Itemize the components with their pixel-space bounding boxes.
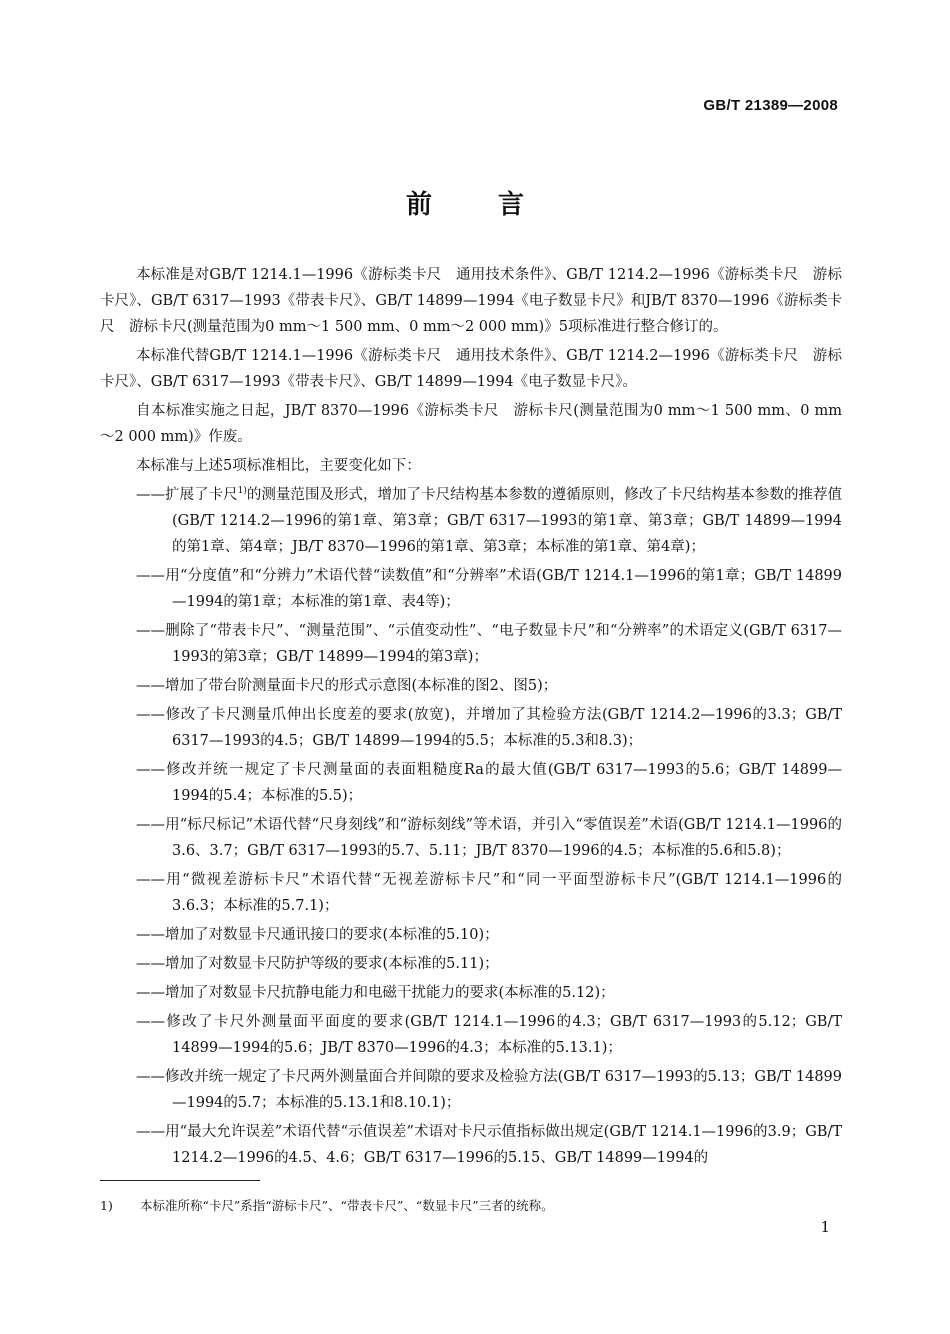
footnote-mark: 1) bbox=[100, 1198, 113, 1213]
standard-code: GB/T 21389—2008 bbox=[703, 97, 838, 114]
change-item: ——修改并统一规定了卡尺两外测量面合并间隙的要求及检验方法(GB/T 6317—1993的5.13；GB/T 14899—1994的5.7；本标准的5.13.1和8.10.1)； bbox=[136, 1069, 842, 1111]
change-item: ——修改并统一规定了卡尺测量面的表面粗糙度Ra的最大值(GB/T 6317—1993的5.6；GB/T 14899—1994的5.4；本标准的5.5)； bbox=[136, 762, 842, 804]
footnote-ref: 1) bbox=[237, 486, 247, 497]
paragraph: 本标准代替GB/T 1214.1—1996《游标类卡尺 通用技术条件》、GB/T 1214.2—1996《游标类卡尺 游标卡尺》、GB/T 6317—1993《带表卡尺》、GB/T 14899—1994《电子数显卡尺》。 bbox=[100, 348, 842, 390]
change-item: ——用“分度值”和“分辨力”术语代替“读数值”和“分辨率”术语(GB/T 1214.1—1996的第1章；GB/T 14899—1994的第1章；本标准的第1章、表4等)； bbox=[136, 568, 842, 610]
change-item: ——用“微视差游标卡尺”术语代替“无视差游标卡尺”和“同一平面型游标卡尺”(GB/T 1214.1—1996的3.6.3；本标准的5.7.1)； bbox=[136, 872, 842, 914]
change-item-text: ——扩展了卡尺 bbox=[136, 487, 238, 503]
page-number: 1 bbox=[820, 1218, 830, 1236]
change-item: ——修改了卡尺外测量面平面度的要求(GB/T 1214.1—1996的4.3；GB/T 6317—1993的5.12；GB/T 14899—1994的5.6；JB/T 8370—1996的4.3；本标准的5.13.1)； bbox=[136, 1014, 842, 1056]
change-item: ——删除了“带表卡尺”、“测量范围”、“示值变动性”、“电子数显卡尺”和“分辨率”的术语定义(GB/T 6317—1993的第3章；GB/T 14899—1994的第3章)； bbox=[136, 623, 842, 665]
page-title: 前 言 bbox=[405, 190, 544, 220]
change-item: ——增加了带台阶测量面卡尺的形式示意图(本标准的图2、图5)； bbox=[136, 678, 558, 694]
paragraph: 本标准是对GB/T 1214.1—1996《游标类卡尺 通用技术条件》、GB/T 1214.2—1996《游标类卡尺 游标卡尺》、GB/T 6317—1993《带表卡尺》、GB/T 14899—1994《电子数显卡尺》和JB/T 8370—1996《游标类卡尺 游标卡尺(测量范围为0 mm～1 500 mm、0 mm～2 000 mm)》5项标准进行整合修订的。 bbox=[100, 267, 842, 335]
change-item: ——增加了对数显卡尺抗静电能力和电磁干扰能力的要求(本标准的5.12)； bbox=[136, 985, 615, 1001]
change-item: ——用“标尺标记”术语代替“尺身刻线”和“游标刻线”等术语，并引入“零值误差”术语(GB/T 1214.1—1996的3.6、3.7；GB/T 6317—1993的5.7、5.11；JB/T 8370—1996的4.5；本标准的5.6和5.8)； bbox=[136, 817, 842, 859]
change-item: ——增加了对数显卡尺防护等级的要求(本标准的5.11)； bbox=[136, 956, 499, 972]
paragraph: 本标准与上述5项标准相比，主要变化如下： bbox=[136, 458, 421, 474]
change-item: ——修改了卡尺测量爪伸出长度差的要求(放宽)，并增加了其检验方法(GB/T 1214.2—1996的3.3；GB/T 6317—1993的4.5；GB/T 14899—1994的5.5；本标准的5.3和8.3)； bbox=[136, 707, 842, 749]
change-item-text: 的测量范围及形式，增加了卡尺结构基本参数的遵循原则，修改了卡尺结构基本参数的推荐值(GB/T 1214.2—1996的第1章、第3章；GB/T 6317—1993的第1章、第3章；GB/T 14899—1994的第1章、第4章；JB/T 8370—1996的第1章、第3章；本标准的第1章、第4章)； bbox=[172, 487, 843, 555]
paragraph: 自本标准实施之日起，JB/T 8370—1996《游标类卡尺 游标卡尺(测量范围为0 mm～1 500 mm、0 mm～2 000 mm)》作废。 bbox=[100, 403, 842, 445]
footnote-rule bbox=[100, 1180, 260, 1181]
document-body bbox=[100, 262, 842, 1174]
change-item: ——用“最大允许误差”术语代替“示值误差”术语对卡尺示值指标做出规定(GB/T 1214.1—1996的3.9；GB/T 1214.2—1996的4.5、4.6；GB/T 6317—1996的5.15、GB/T 14899—1994的 bbox=[136, 1124, 842, 1166]
footnote-text: 本标准所称“卡尺”系指“游标卡尺”、“带表卡尺”、“数显卡尺”三者的统称。 bbox=[140, 1198, 554, 1213]
footnote bbox=[100, 1196, 842, 1214]
change-item bbox=[100, 482, 842, 560]
change-item: ——增加了对数显卡尺通讯接口的要求(本标准的5.10)； bbox=[136, 927, 499, 943]
